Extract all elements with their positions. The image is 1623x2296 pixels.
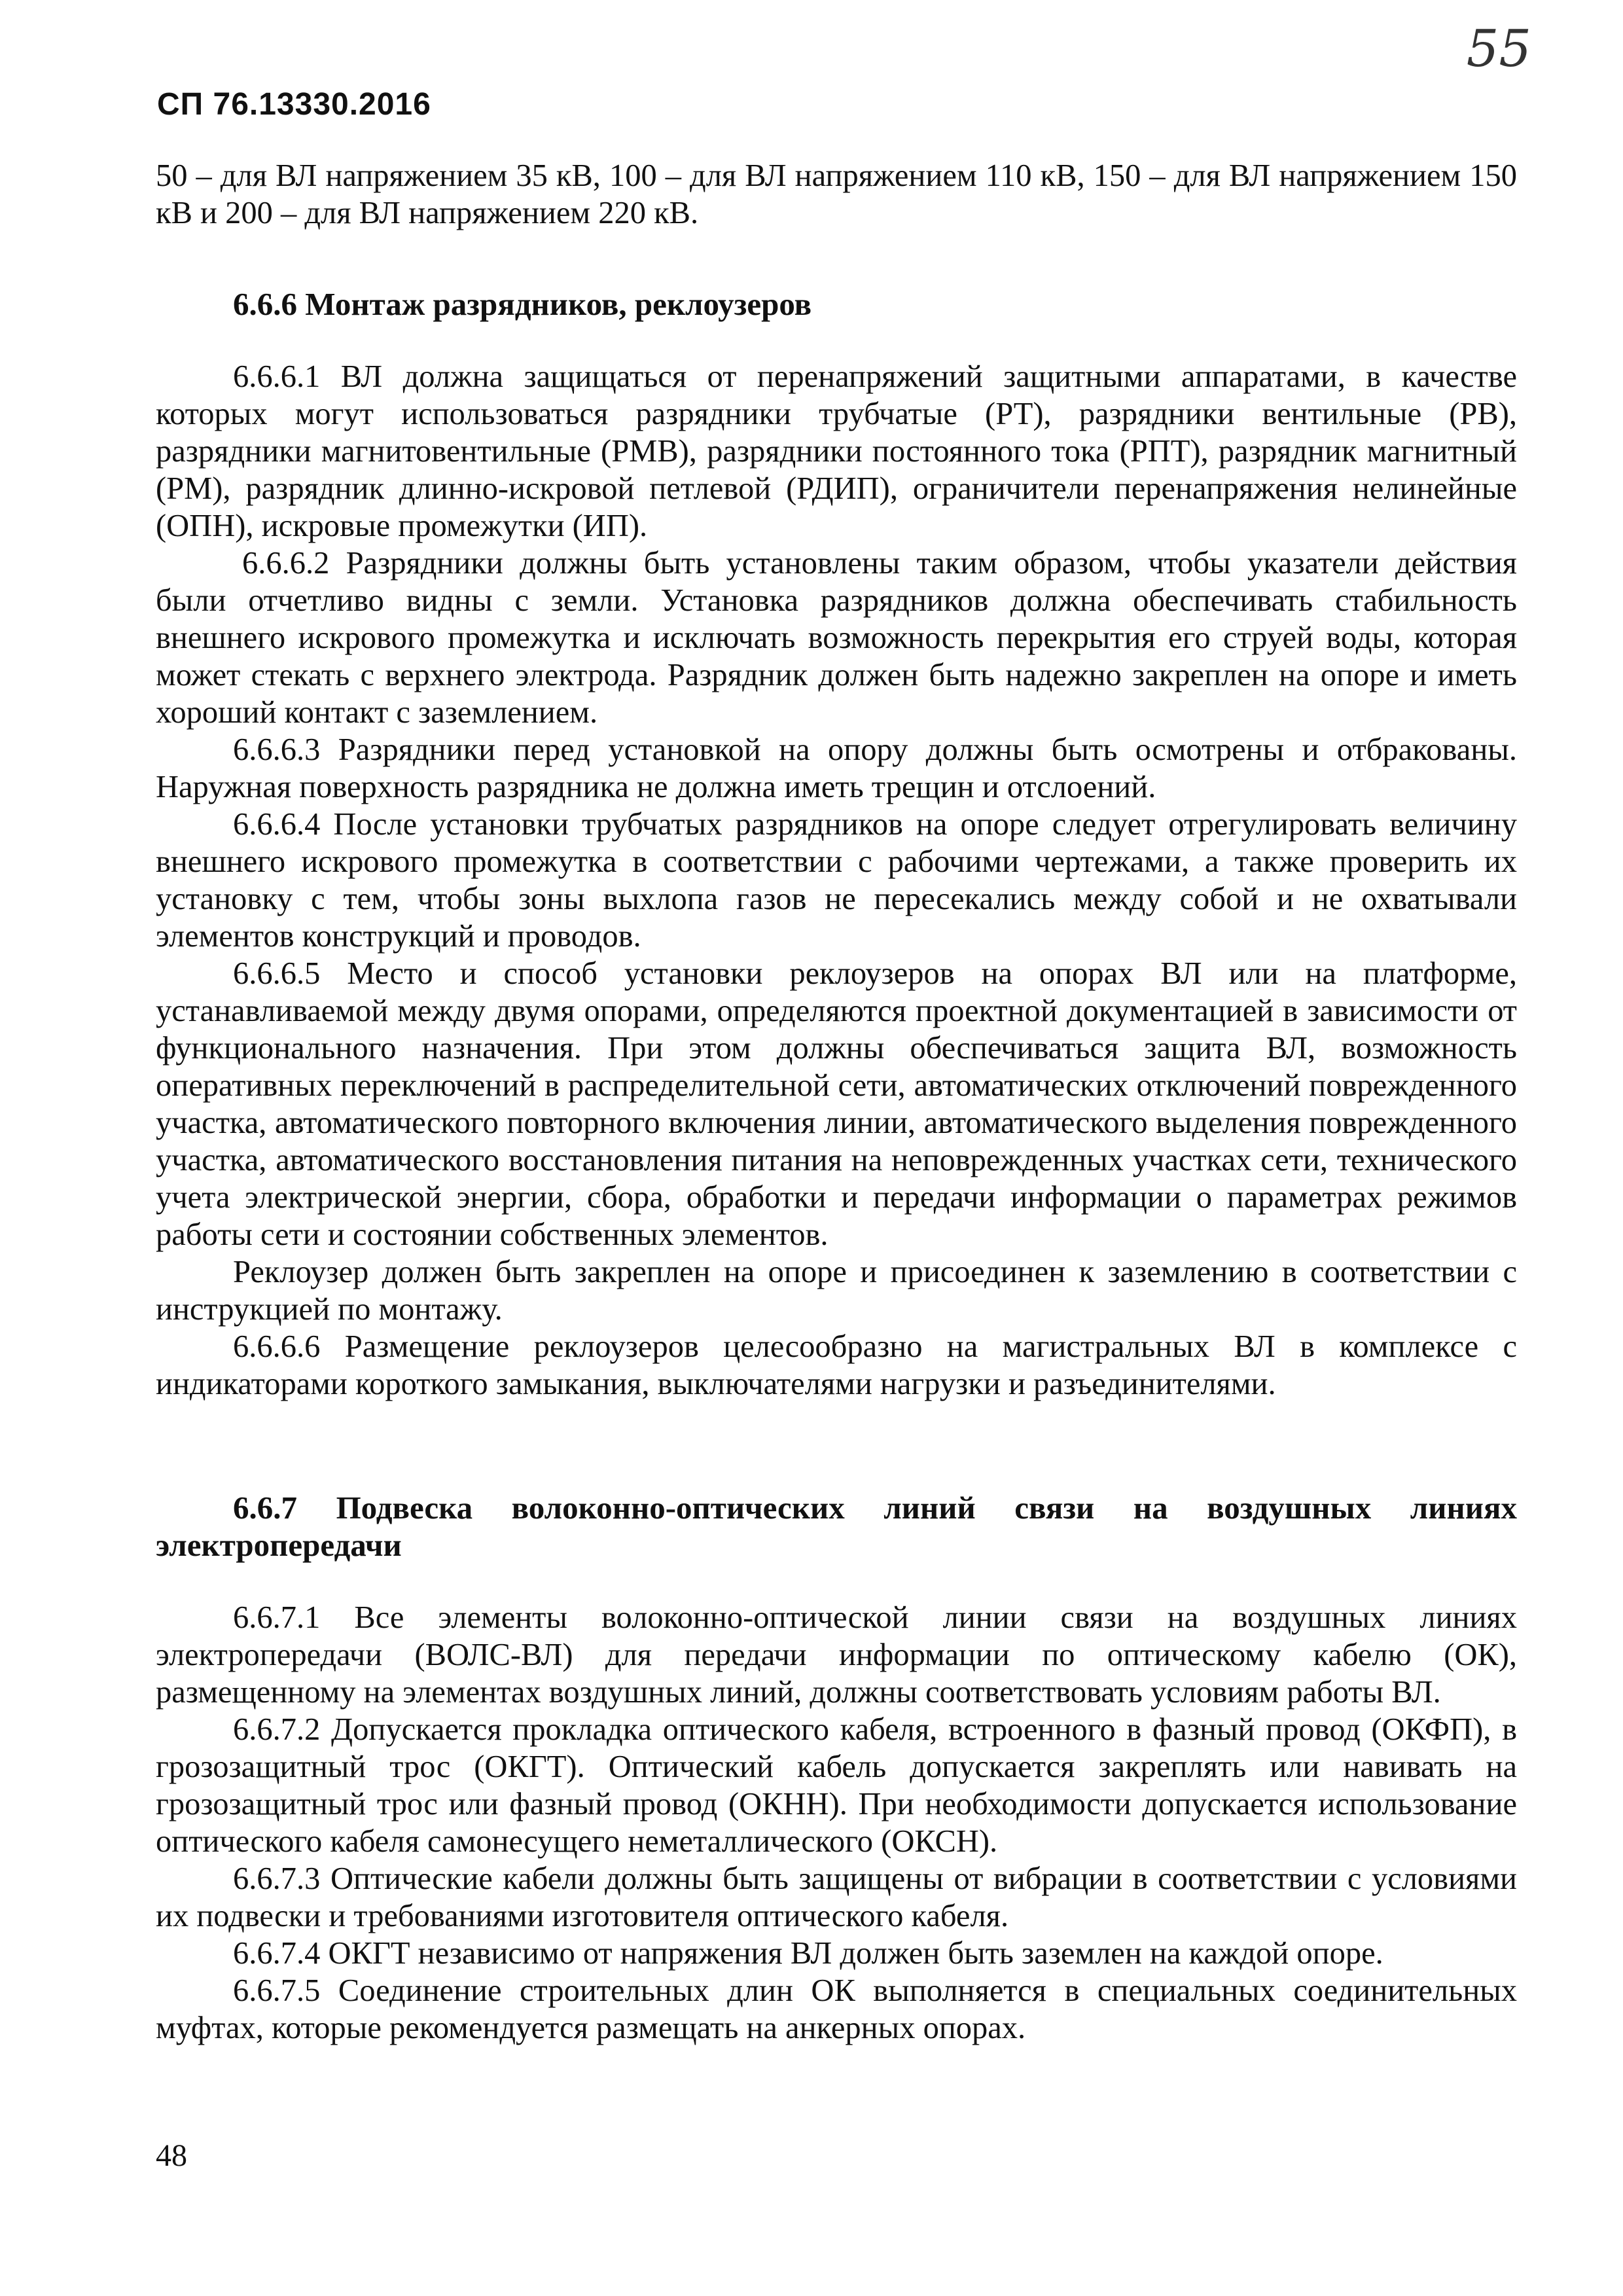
spacer bbox=[156, 1564, 1517, 1599]
paragraph-recloser-grounding: Реклоузер должен быть закреплен на опоре и присоединен к заземлению в соответствии с инструкцией по монтажу. bbox=[156, 1255, 1517, 1327]
spacer bbox=[156, 1403, 1517, 1489]
paragraph-6-6-7-1: 6.6.7.1 Все элементы волоконно-оптической линии связи на воздушных линиях электропередачи (ВОЛС-ВЛ) для передачи информации по оптическому кабелю (ОК), размещенному на элементах воздушных линий, должны соответствовать условиям работы ВЛ. bbox=[156, 1600, 1517, 1710]
spacer bbox=[156, 232, 1517, 285]
spacer bbox=[156, 323, 1517, 358]
paragraph-6-6-7-5: 6.6.7.5 Соединение строительных длин ОК выполняется в специальных соединительных муфтах, которые рекомендуется размещать на анкерных опорах. bbox=[156, 1973, 1517, 2045]
document-body bbox=[156, 157, 1517, 2047]
document-code-header: СП 76.13330.2016 bbox=[157, 87, 431, 122]
paragraph-6-6-6-5: 6.6.6.5 Место и способ установки реклоузеров на опорах ВЛ или на платформе, устанавливаемой между двумя опорами, определяются проектной документацией в зависимости от функционального назначения. При этом должны обеспечиваться защита ВЛ, возможность оперативных переключений в распределительной сети, автоматических отключений поврежденного участка, автоматического повторного включения линии, автоматического выделения поврежденного участка, автоматического восстановления питания на неповрежденных участках сети, технического учета электрической энергии, сбора, обработки и передачи информации о параметрах режимов работы сети и состоянии собственных элементов. bbox=[156, 956, 1517, 1252]
paragraph-6-6-7-4: 6.6.7.4 ОКГТ независимо от напряжения ВЛ должен быть заземлен на каждой опоре. bbox=[233, 1936, 1383, 1971]
page-number: 48 bbox=[156, 2138, 187, 2173]
paragraph-6-6-6-3: 6.6.6.3 Разрядники перед установкой на опору должны быть осмотрены и отбракованы. Наружная поверхность разрядника не должна иметь трещин и отслоений. bbox=[156, 732, 1517, 804]
intro-paragraph: 50 – для ВЛ напряжением 35 кВ, 100 – для ВЛ напряжением 110 кВ, 150 – для ВЛ напряжением 150 кВ и 200 – для ВЛ напряжением 220 кВ. bbox=[156, 158, 1517, 230]
paragraph-6-6-6-1: 6.6.6.1 ВЛ должна защищаться от перенапряжений защитными аппаратами, в качестве которых могут использоваться разрядники трубчатые (РТ), разрядники вентильные (РВ), разрядники магнитовентильные (РМВ), разрядники постоянного тока (РПТ), разрядник магнитный (РМ), разрядник длинно-искровой петлевой (РДИП), ограничители перенапряжения нелинейные (ОПН), искровые промежутки (ИП). bbox=[156, 359, 1517, 543]
paragraph-6-6-7-3: 6.6.7.3 Оптические кабели должны быть защищены от вибрации в соответствии с условиями их подвески и требованиями изготовителя оптического кабеля. bbox=[156, 1861, 1517, 1933]
paragraph-6-6-6-6: 6.6.6.6 Размещение реклоузеров целесообразно на магистральных ВЛ в комплексе с индикаторами короткого замыкания, выключателями нагрузки и разъединителями. bbox=[156, 1329, 1517, 1401]
handwritten-page-number: 55 bbox=[1466, 20, 1531, 79]
paragraph-6-6-6-4: 6.6.6.4 После установки трубчатых разрядников на опоре следует отрегулировать величину внешнего искрового промежутка в соответствии с рабочими чертежами, а также проверить их установку с тем, чтобы зоны выхлопа газов не пересекались между собой и не охватывали элементов конструкций и проводов. bbox=[156, 807, 1517, 954]
section-heading-6-6-7: 6.6.7 Подвеска волоконно-оптических линий связи на воздушных линиях электропередачи bbox=[156, 1490, 1517, 1563]
paragraph-6-6-7-2: 6.6.7.2 Допускается прокладка оптического кабеля, встроенного в фазный провод (ОКФП), в грозозащитный трос (ОКГТ). Оптический кабель допускается закреплять или навивать на грозозащитный трос или фазный провод (ОКНН). При необходимости допускается использование оптического кабеля самонесущего неметаллического (ОКСН). bbox=[156, 1712, 1517, 1859]
paragraph-6-6-6-2: 6.6.6.2 Разрядники должны быть установлены таким образом, чтобы указатели действия были отчетливо видны с земли. Установка разрядников должна обеспечивать стабильность внешнего искрового промежутка и исключать возможность перекрытия его струей воды, которая может стекать с верхнего электрода. Разрядник должен быть надежно закреплен на опоре и иметь хороший контакт с заземлением. bbox=[156, 546, 1517, 730]
section-heading-6-6-6: 6.6.6 Монтаж разрядников, реклоузеров bbox=[233, 286, 812, 322]
